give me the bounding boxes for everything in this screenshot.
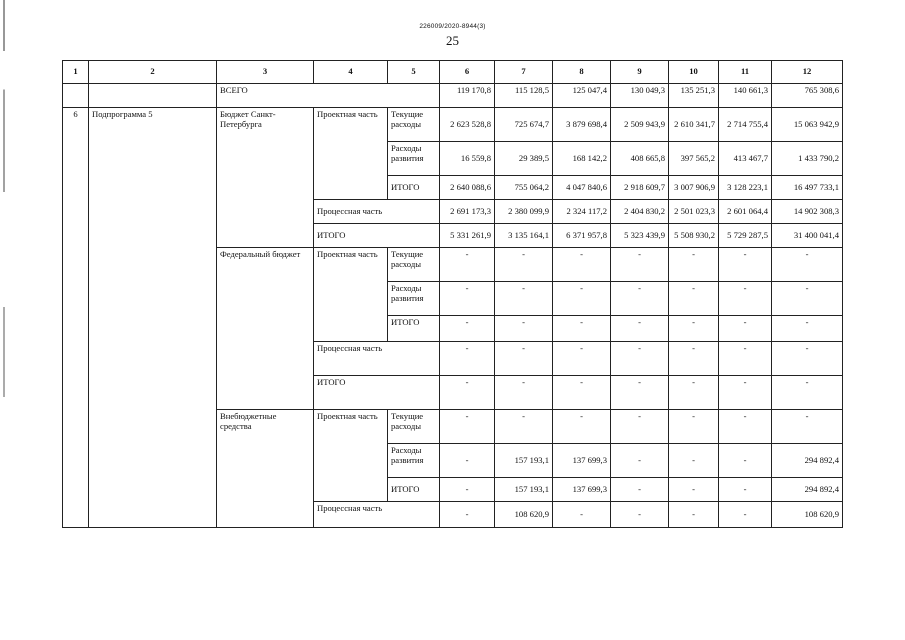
value-cell: 2 918 609,7 bbox=[611, 176, 669, 200]
value-cell: 2 404 830,2 bbox=[611, 200, 669, 224]
value-cell: - bbox=[495, 248, 553, 282]
value-cell: - bbox=[719, 444, 772, 478]
value-cell: - bbox=[440, 376, 495, 410]
value-cell: - bbox=[611, 444, 669, 478]
value-cell: 16 559,8 bbox=[440, 142, 495, 176]
value-cell: 4 047 840,6 bbox=[553, 176, 611, 200]
value-cell: - bbox=[553, 502, 611, 528]
value-cell: 108 620,9 bbox=[495, 502, 553, 528]
value-cell: 2 509 943,9 bbox=[611, 108, 669, 142]
value-cell: 2 640 088,6 bbox=[440, 176, 495, 200]
value-cell: 130 049,3 bbox=[611, 84, 669, 108]
value-cell: - bbox=[440, 410, 495, 444]
value-cell: - bbox=[669, 342, 719, 376]
value-cell: - bbox=[611, 282, 669, 316]
value-cell: - bbox=[719, 376, 772, 410]
value-cell: - bbox=[719, 282, 772, 316]
value-cell: - bbox=[611, 248, 669, 282]
source-name: Бюджет Санкт-Петербурга bbox=[217, 108, 314, 248]
value-cell: - bbox=[553, 248, 611, 282]
value-cell: 137 699,3 bbox=[553, 444, 611, 478]
scan-edge-mark bbox=[3, 0, 5, 640]
program-name: Подпрограмма 5 bbox=[89, 108, 217, 528]
document-id: 226009/2020-8944(3) bbox=[419, 23, 486, 30]
col-num: 12 bbox=[772, 61, 843, 84]
value-cell: - bbox=[719, 502, 772, 528]
value-cell: 5 729 287,5 bbox=[719, 224, 772, 248]
value-cell: - bbox=[772, 316, 843, 342]
value-cell: - bbox=[440, 282, 495, 316]
row-label: Расходы развития bbox=[388, 444, 440, 478]
col-num: 7 bbox=[495, 61, 553, 84]
value-cell: - bbox=[495, 342, 553, 376]
value-cell: 157 193,1 bbox=[495, 478, 553, 502]
total-label: ВСЕГО bbox=[217, 84, 440, 108]
value-cell: - bbox=[719, 478, 772, 502]
value-cell: 135 251,3 bbox=[669, 84, 719, 108]
value-cell: - bbox=[669, 316, 719, 342]
value-cell: - bbox=[440, 248, 495, 282]
value-cell: - bbox=[611, 376, 669, 410]
value-cell: 2 380 099,9 bbox=[495, 200, 553, 224]
value-cell: 115 128,5 bbox=[495, 84, 553, 108]
value-cell: 5 508 930,2 bbox=[669, 224, 719, 248]
value-cell: - bbox=[719, 342, 772, 376]
value-cell: - bbox=[669, 410, 719, 444]
value-cell: - bbox=[440, 478, 495, 502]
value-cell: 3 135 164,1 bbox=[495, 224, 553, 248]
budget-table bbox=[62, 60, 843, 528]
value-cell: - bbox=[553, 376, 611, 410]
value-cell: - bbox=[495, 410, 553, 444]
value-cell: 2 501 023,3 bbox=[669, 200, 719, 224]
col-num: 6 bbox=[440, 61, 495, 84]
value-cell: 294 892,4 bbox=[772, 444, 843, 478]
value-cell: - bbox=[495, 282, 553, 316]
value-cell: 408 665,8 bbox=[611, 142, 669, 176]
value-cell: - bbox=[669, 502, 719, 528]
value-cell: - bbox=[440, 502, 495, 528]
value-cell: 157 193,1 bbox=[495, 444, 553, 478]
value-cell: - bbox=[772, 282, 843, 316]
table-body bbox=[63, 61, 843, 528]
process-part-label: Процессная часть bbox=[314, 342, 440, 376]
row-label: Расходы развития bbox=[388, 282, 440, 316]
value-cell: - bbox=[772, 342, 843, 376]
col-num: 2 bbox=[89, 61, 217, 84]
value-cell: - bbox=[772, 410, 843, 444]
row-label: ИТОГО bbox=[388, 176, 440, 200]
value-cell: - bbox=[611, 410, 669, 444]
empty-cell bbox=[63, 84, 89, 108]
project-part-label: Проектная часть bbox=[314, 410, 388, 502]
value-cell: 397 565,2 bbox=[669, 142, 719, 176]
value-cell: 3 128 223,1 bbox=[719, 176, 772, 200]
row-label: Текущие расходы bbox=[388, 108, 440, 142]
value-cell: - bbox=[669, 282, 719, 316]
value-cell: - bbox=[611, 342, 669, 376]
value-cell: - bbox=[440, 316, 495, 342]
value-cell: 14 902 308,3 bbox=[772, 200, 843, 224]
source-name: Федеральный бюджет bbox=[217, 248, 314, 410]
value-cell: - bbox=[669, 444, 719, 478]
col-num: 10 bbox=[669, 61, 719, 84]
value-cell: 2 324 117,2 bbox=[553, 200, 611, 224]
process-part-label: Процессная часть bbox=[314, 200, 440, 224]
value-cell: 755 064,2 bbox=[495, 176, 553, 200]
value-cell: - bbox=[719, 248, 772, 282]
value-cell: 3 879 698,4 bbox=[553, 108, 611, 142]
row-label: Расходы развития bbox=[388, 142, 440, 176]
project-part-label: Проектная часть bbox=[314, 108, 388, 200]
row-label: Текущие расходы bbox=[388, 410, 440, 444]
value-cell: - bbox=[553, 282, 611, 316]
value-cell: 765 308,6 bbox=[772, 84, 843, 108]
page-number: 25 bbox=[446, 33, 459, 48]
value-cell: - bbox=[719, 410, 772, 444]
value-cell: 1 433 790,2 bbox=[772, 142, 843, 176]
value-cell: 294 892,4 bbox=[772, 478, 843, 502]
value-cell: 125 047,4 bbox=[553, 84, 611, 108]
value-cell: 2 691 173,3 bbox=[440, 200, 495, 224]
value-cell: - bbox=[440, 444, 495, 478]
value-cell: - bbox=[772, 376, 843, 410]
table-row-total bbox=[63, 84, 843, 108]
value-cell: 725 674,7 bbox=[495, 108, 553, 142]
value-cell: 140 661,3 bbox=[719, 84, 772, 108]
col-num: 1 bbox=[63, 61, 89, 84]
row-label: ИТОГО bbox=[388, 316, 440, 342]
value-cell: - bbox=[495, 316, 553, 342]
value-cell: 119 170,8 bbox=[440, 84, 495, 108]
value-cell: - bbox=[553, 342, 611, 376]
empty-cell bbox=[89, 84, 217, 108]
source-total-label: ИТОГО bbox=[314, 376, 440, 410]
value-cell: - bbox=[719, 316, 772, 342]
value-cell: - bbox=[669, 478, 719, 502]
row-label: Текущие расходы bbox=[388, 248, 440, 282]
value-cell: 6 371 957,8 bbox=[553, 224, 611, 248]
process-part-label: Процессная часть bbox=[314, 502, 440, 528]
value-cell: - bbox=[440, 342, 495, 376]
value-cell: - bbox=[611, 502, 669, 528]
col-num: 5 bbox=[388, 61, 440, 84]
value-cell: 137 699,3 bbox=[553, 478, 611, 502]
table-row bbox=[63, 108, 843, 142]
value-cell: 413 467,7 bbox=[719, 142, 772, 176]
col-num: 9 bbox=[611, 61, 669, 84]
value-cell: 29 389,5 bbox=[495, 142, 553, 176]
value-cell: - bbox=[772, 248, 843, 282]
value-cell: 2 610 341,7 bbox=[669, 108, 719, 142]
value-cell: 168 142,2 bbox=[553, 142, 611, 176]
value-cell: 5 323 439,9 bbox=[611, 224, 669, 248]
value-cell: 108 620,9 bbox=[772, 502, 843, 528]
value-cell: 2 714 755,4 bbox=[719, 108, 772, 142]
value-cell: - bbox=[611, 316, 669, 342]
col-num: 4 bbox=[314, 61, 388, 84]
source-total-label: ИТОГО bbox=[314, 224, 440, 248]
col-num: 8 bbox=[553, 61, 611, 84]
project-part-label: Проектная часть bbox=[314, 248, 388, 342]
value-cell: 16 497 733,1 bbox=[772, 176, 843, 200]
value-cell: - bbox=[611, 478, 669, 502]
value-cell: 3 007 906,9 bbox=[669, 176, 719, 200]
source-name: Внебюджетные средства bbox=[217, 410, 314, 528]
col-num: 11 bbox=[719, 61, 772, 84]
value-cell: 2 601 064,4 bbox=[719, 200, 772, 224]
value-cell: - bbox=[553, 316, 611, 342]
value-cell: 5 331 261,9 bbox=[440, 224, 495, 248]
col-num: 3 bbox=[217, 61, 314, 84]
value-cell: 15 063 942,9 bbox=[772, 108, 843, 142]
value-cell: - bbox=[669, 248, 719, 282]
column-number-row bbox=[63, 61, 843, 84]
value-cell: 31 400 041,4 bbox=[772, 224, 843, 248]
value-cell: - bbox=[553, 410, 611, 444]
value-cell: - bbox=[669, 376, 719, 410]
row-number: 6 bbox=[63, 108, 89, 528]
value-cell: 2 623 528,8 bbox=[440, 108, 495, 142]
row-label: ИТОГО bbox=[388, 478, 440, 502]
value-cell: - bbox=[495, 376, 553, 410]
